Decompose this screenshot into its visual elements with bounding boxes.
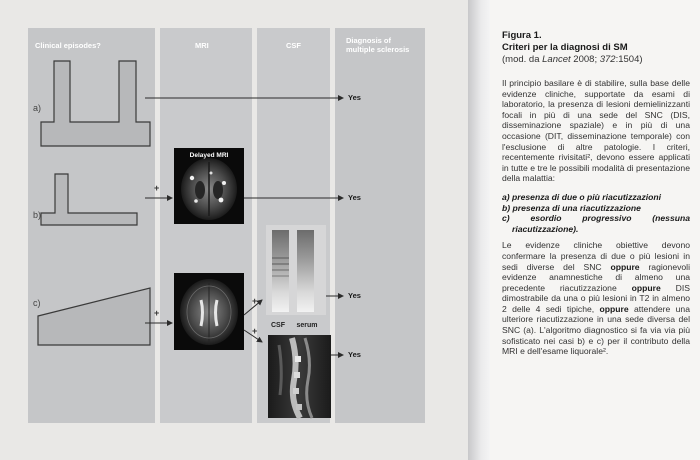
- diagnosis-header-line2: multiple sclerosis: [346, 45, 410, 54]
- plus-sign-csf: +: [252, 296, 258, 306]
- clinical-episodes-header: Clinical episodes?: [35, 41, 101, 50]
- row-label-a: a): [33, 103, 42, 113]
- yes-c-spine: Yes: [348, 350, 361, 359]
- mri-image-c: [174, 273, 244, 350]
- list-item: a) presenza di due o più riacutizzazioni: [502, 191, 662, 202]
- row-label-b: b): [33, 210, 42, 220]
- source-journal: Lancet: [542, 54, 571, 65]
- body-text: [502, 78, 690, 365]
- paragraph-1: Il principio basilare è di stabilire, sulla base delle evidenze cliniche, supportate da esami di laboratorio, la presenza di lesioni demielinizzanti focali in più di una sede del SNC (DIS, disseminazione spaziale) e in più di una occasione (DIT, disseminazione temporale) con l'esclusione di altre patologie. I criteri, recentemente rivisitati², devono essere applicati in tutte e tre le possibili modalità di presentazione della malattia:: [502, 78, 690, 184]
- spinal-mri-image: [268, 335, 331, 418]
- row-label-c: c): [33, 298, 41, 308]
- list-item: c) esordio progressivo (nessuna riacutizzazione).: [502, 213, 690, 234]
- delayed-mri-image: [174, 148, 244, 224]
- page-gutter: [468, 0, 490, 460]
- oppure-keyword: oppure: [599, 303, 629, 314]
- list-item: b) presenza di una riacutizzazione: [502, 202, 641, 213]
- mri-header: MRI: [195, 41, 209, 50]
- plus-sign-b: +: [154, 183, 160, 193]
- yes-a: Yes: [348, 93, 361, 102]
- yes-c-csf: Yes: [348, 291, 361, 300]
- oppure-keyword: oppure: [610, 261, 640, 272]
- csf-header: CSF: [286, 41, 301, 50]
- csf-gel-image: [266, 225, 326, 315]
- diagnosis-header-line1: Diagnosis of: [346, 36, 392, 45]
- presentation-list: [502, 192, 690, 234]
- paragraph-2: Le evidenze cliniche obiettive devono confermare la presenza di due o più lesioni in sedi diverse del SNC oppure ragionevoli evidenze anamnestiche di almeno una precedente riacutizzazione oppure DIS dimostrabile da una o più lesioni in T2 in almeno 2 delle 4 sedi tipiche, oppure attendere una ulteriore riacutizzazione in una sede diversa del SNC (a). L'algoritmo diagnostico si fa via via più sofisticato nei casi b) e c) per il contributo della MRI e dell'esame liquorale².: [502, 240, 691, 357]
- oppure-keyword: oppure: [631, 282, 661, 293]
- yes-b: Yes: [348, 193, 361, 202]
- gel-label-csf: CSF: [271, 322, 285, 329]
- figure-source: (mod. da Lancet 2008; 372:1504): [502, 54, 643, 65]
- source-volume: 372: [599, 54, 616, 65]
- episode-shape-c: [38, 288, 150, 345]
- plus-sign-c: +: [154, 308, 160, 318]
- delayed-mri-label: Delayed MRI: [189, 152, 229, 159]
- figure-title: [502, 30, 692, 54]
- episode-shape-a: [41, 61, 150, 146]
- episode-shape-b: [41, 174, 137, 225]
- gel-label-serum: serum: [296, 322, 318, 329]
- figure-number: Figura 1.: [502, 30, 542, 41]
- plus-sign-spine: +: [252, 326, 258, 336]
- figure-heading: Criteri per la diagnosi di SM: [502, 42, 628, 53]
